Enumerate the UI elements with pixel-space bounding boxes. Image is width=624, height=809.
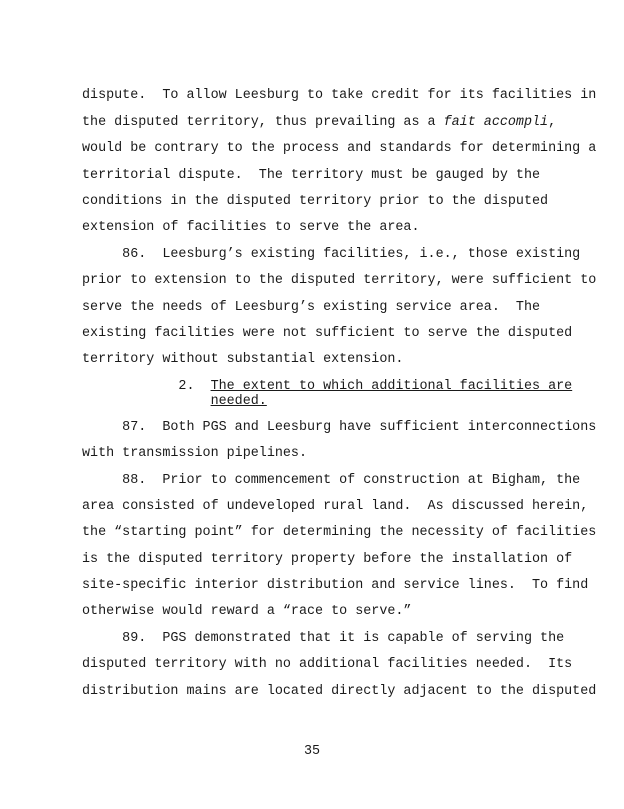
text-line: dispute. To allow Leesburg to take credit for its facilities in xyxy=(82,88,597,103)
text-line: territory without substantial extension. xyxy=(82,352,404,367)
text-line: would be contrary to the process and standards for determining a xyxy=(82,141,597,156)
text-line: with transmission pipelines. xyxy=(82,446,307,461)
text-line: area consisted of undeveloped rural land. As discussed herein, xyxy=(82,499,589,514)
text-line: prior to extension to the disputed territory, were sufficient to xyxy=(82,273,597,288)
section-heading: needed. xyxy=(210,394,267,409)
paragraph-86: 86. Leesburg’s existing facilities, i.e., those existing xyxy=(82,247,581,262)
text-line: existing facilities were not sufficient to serve the disputed xyxy=(82,326,573,341)
text-line: the “starting point” for determining the necessity of facilities xyxy=(82,525,597,540)
text-line: is the disputed territory property before the installation of xyxy=(82,552,573,567)
text-line: serve the needs of Leesburg’s existing service area. The xyxy=(82,300,541,315)
paragraph-89: 89. PGS demonstrated that it is capable of serving the xyxy=(82,631,565,646)
italic-term: fait accompli xyxy=(443,115,549,130)
paragraph-87: 87. Both PGS and Leesburg have sufficient interconnections xyxy=(82,420,597,435)
text-line: site-specific interior distribution and service lines. To find xyxy=(82,578,589,593)
text-line: the disputed territory, thus prevailing as a fait accompli, xyxy=(82,115,557,130)
text-line: extension of facilities to serve the area. xyxy=(82,220,420,235)
section-heading: 2. The extent to which additional facilities are xyxy=(82,379,573,394)
text-line: territorial dispute. The territory must be gauged by the xyxy=(82,168,541,183)
text-line: conditions in the disputed territory prior to the disputed xyxy=(82,194,549,209)
text-line: otherwise would reward a “race to serve.” xyxy=(82,604,412,619)
text-line: disputed territory with no additional facilities needed. Its xyxy=(82,657,573,672)
text-line: distribution mains are located directly adjacent to the disputed xyxy=(82,684,597,699)
paragraph-88: 88. Prior to commencement of construction at Bigham, the xyxy=(82,473,581,488)
page-number: 35 xyxy=(303,744,321,759)
